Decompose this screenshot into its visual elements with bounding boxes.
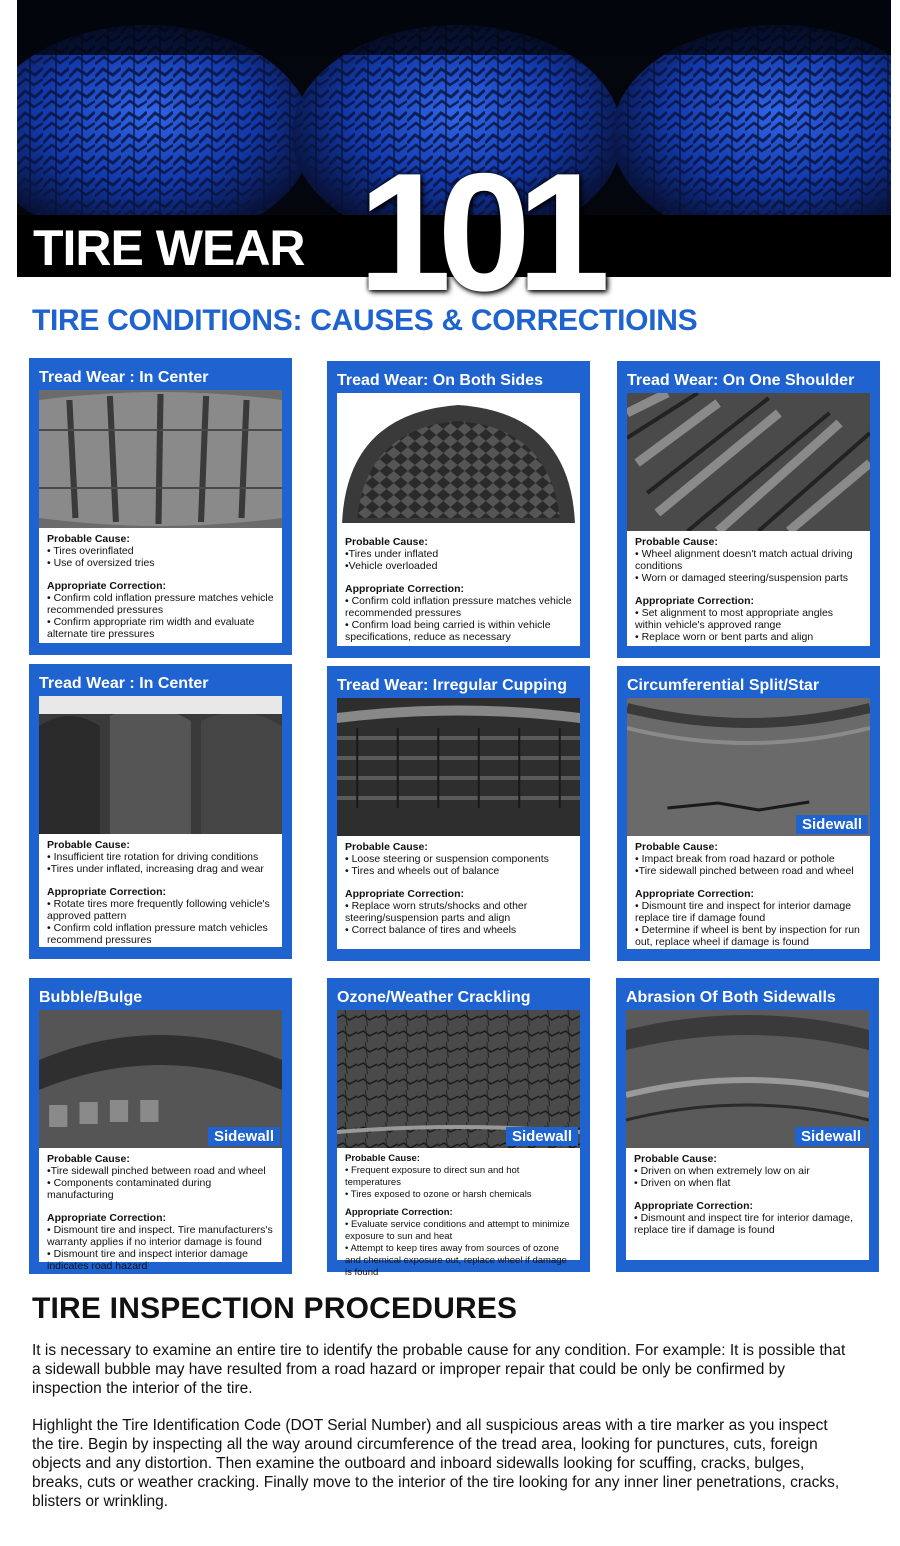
correction-label: Appropriate Correction: xyxy=(635,595,755,607)
correction-item: • Replace worn struts/shocks and other steering/suspension parts and align xyxy=(345,900,528,924)
card-body xyxy=(39,390,282,643)
card-text xyxy=(39,834,282,952)
card-title: Tread Wear : In Center xyxy=(39,369,209,386)
tire-photo xyxy=(626,1010,869,1148)
card-title: Ozone/Weather Crackling xyxy=(337,989,531,1006)
sidewall-tag: Sidewall xyxy=(795,1127,867,1146)
tire-photo xyxy=(627,393,870,531)
correction-item: • Rotate tires more frequently following vehicle's approved pattern xyxy=(47,898,270,922)
conditions-heading: TIRE CONDITIONS: CAUSES & CORRECTIOINS xyxy=(32,304,698,337)
cause-label: Probable Cause: xyxy=(635,841,718,853)
card-body xyxy=(627,698,870,949)
cause-item: •Tires under inflated, increasing drag and wear xyxy=(47,863,264,875)
correction-item: • Dismount tire and inspect for interior damage replace tire if damage found xyxy=(635,900,852,924)
card-text xyxy=(627,836,870,954)
sidewall-tag: Sidewall xyxy=(208,1127,280,1146)
correction-item: • Confirm load being carried is within vehicle specifications, reduce as necessary xyxy=(345,619,551,643)
cause-item: • Driven on when flat xyxy=(634,1177,731,1189)
condition-card xyxy=(617,666,880,961)
card-text xyxy=(627,531,870,649)
card-body xyxy=(337,393,580,646)
condition-card xyxy=(29,978,292,1274)
correction-label: Appropriate Correction: xyxy=(47,580,167,592)
inspection-heading: TIRE INSPECTION PROCEDURES xyxy=(32,1292,518,1325)
card-title: Tread Wear : In Center xyxy=(39,675,209,692)
card-title: Abrasion Of Both Sidewalls xyxy=(626,989,836,1006)
card-text xyxy=(626,1148,869,1242)
card-title: Tread Wear: Irregular Cupping xyxy=(337,677,567,694)
cause-label: Probable Cause: xyxy=(634,1153,717,1165)
card-text xyxy=(39,1148,282,1278)
tire-photo xyxy=(337,393,580,531)
card-text xyxy=(337,531,580,649)
card-body xyxy=(337,698,580,949)
condition-card xyxy=(616,978,879,1272)
sidewall-tag: Sidewall xyxy=(796,815,868,834)
cause-label: Probable Cause: xyxy=(47,1153,130,1165)
card-title: Bubble/Bulge xyxy=(39,989,143,1006)
cause-item: • Tires exposed to ozone or harsh chemicals xyxy=(345,1189,532,1200)
cause-label: Probable Cause: xyxy=(345,1153,420,1164)
cause-item: • Impact break from road hazard or pothole xyxy=(635,853,835,865)
cause-item: • Use of oversized tries xyxy=(47,557,155,569)
correction-item: • Dismount and inspect tire for interior damage, replace tire if damage is found xyxy=(634,1212,854,1236)
hero-number: 101 xyxy=(358,138,597,326)
correction-item: • Dismount tire and inspect interior damage indicates road hazard xyxy=(47,1248,248,1272)
sidewall-tag: Sidewall xyxy=(506,1127,578,1146)
correction-label: Appropriate Correction: xyxy=(345,583,465,595)
condition-card xyxy=(327,666,590,961)
cause-item: • Driven on when extremely low on air xyxy=(634,1165,810,1177)
cause-item: •Tire sidewall pinched between road and wheel xyxy=(635,865,854,877)
card-body xyxy=(39,1010,282,1272)
cause-item: • Insufficient tire rotation for driving conditions xyxy=(47,851,259,863)
correction-item: • Confirm cold inflation pressure matches vehicle recommended pressures xyxy=(345,595,572,619)
correction-item: • Set alignment to most appropriate angles within vehicle's approved range xyxy=(635,607,834,631)
tire-photo xyxy=(337,698,580,836)
cause-label: Probable Cause: xyxy=(47,839,130,851)
card-title: Circumferential Split/Star xyxy=(627,677,820,694)
cause-item: • Tires and wheels out of balance xyxy=(345,865,500,877)
card-body xyxy=(627,393,870,646)
cause-label: Probable Cause: xyxy=(47,533,130,545)
correction-item: • Confirm appropriate rim width and evaluate alternate tire pressures xyxy=(47,616,255,640)
cause-item: • Loose steering or suspension components xyxy=(345,853,549,865)
card-text xyxy=(337,1148,580,1285)
condition-card xyxy=(327,978,590,1278)
card-text xyxy=(39,528,282,646)
card-title: Tread Wear: On Both Sides xyxy=(337,372,543,389)
cause-label: Probable Cause: xyxy=(345,536,428,548)
correction-item: • Confirm cold inflation pressure matches vehicle recommended pressures xyxy=(47,592,274,616)
card-body xyxy=(39,696,282,947)
correction-label: Appropriate Correction: xyxy=(47,886,167,898)
condition-card xyxy=(29,358,292,655)
correction-item: • Evaluate service conditions and attempt to minimize exposure to sun and heat xyxy=(345,1219,570,1242)
condition-card xyxy=(327,361,590,658)
cause-item: •Vehicle overloaded xyxy=(345,560,438,572)
tire-photo xyxy=(39,390,282,528)
correction-label: Appropriate Correction: xyxy=(47,1212,167,1224)
correction-item: • Replace worn or bent parts and align xyxy=(635,631,814,643)
tire-photo xyxy=(337,1010,580,1148)
correction-item: • Attempt to keep tires away from sources of ozone and chemical exposure out, replace wheel if damage is found xyxy=(345,1243,567,1278)
condition-card xyxy=(617,361,880,658)
card-title: Tread Wear: On One Shoulder xyxy=(627,372,855,389)
correction-item: • Dismount tire and inspect. Tire manufacturers's warranty applies if no interior damage is found xyxy=(47,1224,273,1248)
inspection-paragraph: Highlight the Tire Identification Code (DOT Serial Number) and all suspicious areas with a tire marker as you inspect the tire. Begin by inspecting all the way around circumference of the tread area, looking for punctures, cuts, foreign objects and any distortion. Then examine the outboard and inboard sidewalls looking for scuffing, cracks, bulges, breaks, cuts or weather cracking. Finally move to the interior of the tire looking for any inner liner penetrations, cracks, blisters or wrinkling. xyxy=(32,1417,840,1510)
tire-photo xyxy=(39,696,282,834)
hero-title: TIRE WEAR xyxy=(33,220,305,276)
cause-label: Probable Cause: xyxy=(635,536,718,548)
cause-label: Probable Cause: xyxy=(345,841,428,853)
tire-photo xyxy=(627,698,870,836)
cause-item: • Worn or damaged steering/suspension parts xyxy=(635,572,849,584)
cause-item: • Components contaminated during manufacturing xyxy=(47,1177,212,1201)
correction-label: Appropriate Correction: xyxy=(635,888,755,900)
correction-item: • Correct balance of tires and wheels xyxy=(345,924,517,936)
correction-label: Appropriate Correction: xyxy=(345,1207,453,1218)
cause-item: •Tires under inflated xyxy=(345,548,439,560)
tire-photo xyxy=(39,1010,282,1148)
cause-item: • Frequent exposure to direct sun and hot temperatures xyxy=(345,1165,520,1188)
cause-item: • Tires overinflated xyxy=(47,545,134,557)
condition-card xyxy=(29,664,292,959)
correction-label: Appropriate Correction: xyxy=(634,1200,754,1212)
card-body xyxy=(626,1010,869,1260)
cause-item: • Wheel alignment doesn't match actual driving conditions xyxy=(635,548,853,572)
card-body xyxy=(337,1010,580,1278)
cause-item: •Tire sidewall pinched between road and wheel xyxy=(47,1165,266,1177)
correction-item: • Determine if wheel is bent by inspection for run out, replace wheel if damage is found xyxy=(635,924,860,948)
card-text xyxy=(337,836,580,942)
correction-item: • Confirm cold inflation pressure match vehicles recommend pressures xyxy=(47,922,268,946)
correction-label: Appropriate Correction: xyxy=(345,888,465,900)
inspection-paragraph: It is necessary to examine an entire tire to identify the probable cause for any condition. For example: It is possible that a sidewall bubble may have resulted from a road hazard or improper repair that could be only be confirmed by inspection the interior of the tire. xyxy=(32,1342,846,1397)
